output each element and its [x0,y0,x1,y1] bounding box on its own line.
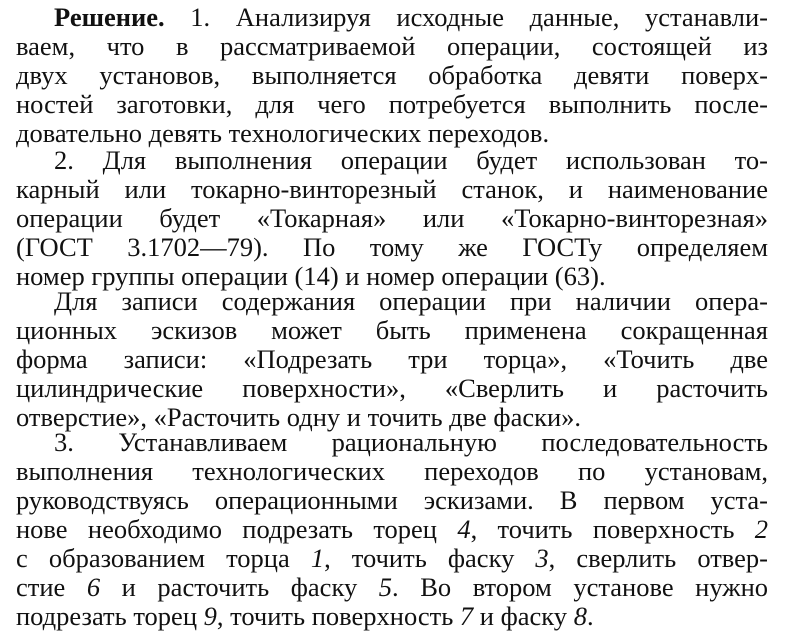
text-segment: выполнения технологических переходов по установам, [16,456,768,486]
text-segment: операции будет «Токарная» или «Токарно-винторезная» [16,203,768,233]
text-segment: , точить поверхность [470,514,755,544]
heading-label: Решение. [54,2,165,32]
text-line [16,572,768,602]
text-segment: цилиндрические поверхности», «Сверлить и расточить [16,373,768,403]
text-line [16,373,768,403]
text-segment: довательно девять технологических переходов. [16,118,550,148]
reference-number: 8 [573,601,587,631]
text-segment: двух установов, выполняется обработка девяти поверх- [16,60,768,90]
text-segment: стие [16,572,87,602]
text-line [16,315,768,345]
text-segment: нове необходимо подрезать торец [16,514,458,544]
text-line [16,543,768,573]
text-line [16,232,768,262]
text-segment: руководствуясь операционными эскизами. В первом уста- [16,485,768,515]
text-line [16,344,768,374]
reference-number: 1 [310,543,325,573]
text-segment: и расточить фаску [100,572,379,602]
reference-number: 6 [86,572,101,602]
text-segment: 3. Устанавливаем рациональную последовательность [54,427,768,457]
text-line [54,286,768,316]
text-segment: 1. Анализируя исходные данные, устанавли- [164,2,768,32]
text-segment: Для записи содержания операции при наличии опера- [54,286,768,316]
text-segment: . Во втором установе нужно [392,572,768,602]
text-segment: карный или токарно-винторезный станок, и наименование [16,174,768,204]
text-line [16,601,768,631]
text-line [16,456,768,486]
reference-number: 7 [459,601,474,631]
text-line [54,145,768,175]
text-line [16,118,768,148]
text-line [54,2,768,32]
text-segment: , точить поверхность [216,601,460,631]
text-segment: подрезать торец [16,601,204,631]
text-segment: , точить фаску [324,543,536,573]
reference-number: 4 [457,514,471,544]
text-segment: ваем, что в рассматриваемой операции, состоящей из [16,31,768,61]
text-segment: 2. Для выполнения операции будет использован то- [54,145,768,175]
text-segment: отверстие», «Расточить одну и точить две фаски». [16,402,582,432]
text-line [16,485,768,515]
text-segment: и фаску [473,601,574,631]
text-segment: ционных эскизов может быть применена сокращенная [16,315,768,345]
reference-number: 3 [535,543,549,573]
text-segment: форма записи: «Подрезать три торца», «Точить две [16,344,768,374]
text-line [16,31,768,61]
reference-number: 5 [378,572,393,602]
text-line [16,514,768,544]
text-line [16,89,768,119]
text-line [16,174,768,204]
text-segment: . [586,601,594,631]
text-segment: номер группы операции (14) и номер операции (63). [16,261,606,291]
text-line [16,60,768,90]
reference-number: 2 [754,514,768,544]
text-segment: с образованием торца [16,543,311,573]
reference-number: 9 [203,601,217,631]
text-segment: , сверлить отвер- [548,543,768,573]
text-line [54,427,768,457]
text-segment: ностей заготовки, для чего потребуется выполнить после- [16,89,768,119]
text-segment: (ГОСТ 3.1702—79). По тому же ГОСТу определяем [16,232,768,262]
text-line [16,203,768,233]
